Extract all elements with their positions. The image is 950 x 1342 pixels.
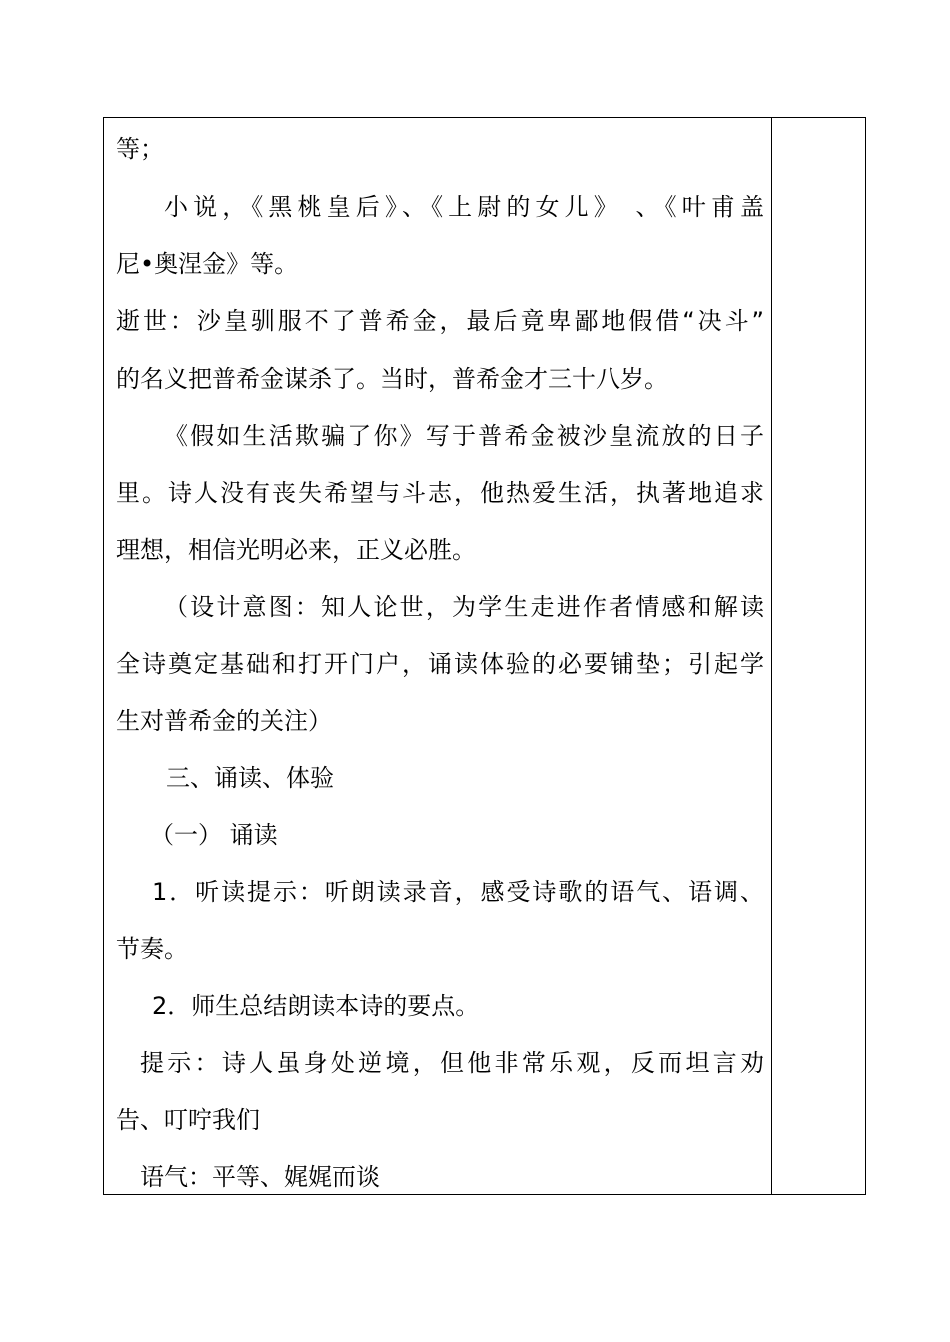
text-line: 尼•奥涅金》等。 — [116, 250, 299, 278]
text-line: 小说，《黑桃皇后》、《上尉的女儿》 、《叶甫盖 — [164, 193, 764, 221]
text-line: 理想，相信光明必来，正义必胜。 — [116, 536, 476, 564]
column-divider — [771, 118, 772, 1194]
text-line: 2．师生总结朗读本诗的要点。 — [152, 992, 480, 1020]
text-line: （设计意图：知人论世，为学生走进作者情感和解读 — [164, 593, 764, 621]
text-line: 提示：诗人虽身处逆境，但他非常乐观，反而坦言劝 — [140, 1049, 764, 1077]
text-line: 语气：平等、娓娓而谈 — [140, 1163, 380, 1191]
lesson-table — [103, 117, 866, 1195]
subsection-heading: （一） 诵读 — [150, 821, 278, 849]
text-line: 节奏。 — [116, 935, 188, 963]
text-line: 1．听读提示：听朗读录音，感受诗歌的语气、语调、 — [152, 878, 764, 906]
text-line: 《假如生活欺骗了你》写于普希金被沙皇流放的日子 — [164, 422, 764, 450]
text-line: 的名义把普希金谋杀了。当时，普希金才三十八岁。 — [116, 365, 668, 393]
section-heading: 三、诵读、体验 — [166, 764, 334, 792]
text-line: 等； — [116, 135, 164, 163]
text-line: 告、叮咛我们 — [116, 1106, 260, 1134]
text-line: 里。诗人没有丧失希望与斗志，他热爱生活，执著地追求 — [116, 479, 764, 507]
text-line: 逝世：沙皇驯服不了普希金，最后竟卑鄙地假借“决斗” — [116, 307, 764, 335]
text-line: 生对普希金的关注） — [116, 707, 332, 735]
lesson-content-cell — [116, 118, 764, 1194]
notes-cell — [773, 118, 865, 1194]
text-line: 全诗奠定基础和打开门户，诵读体验的必要铺垫；引起学 — [116, 650, 764, 678]
